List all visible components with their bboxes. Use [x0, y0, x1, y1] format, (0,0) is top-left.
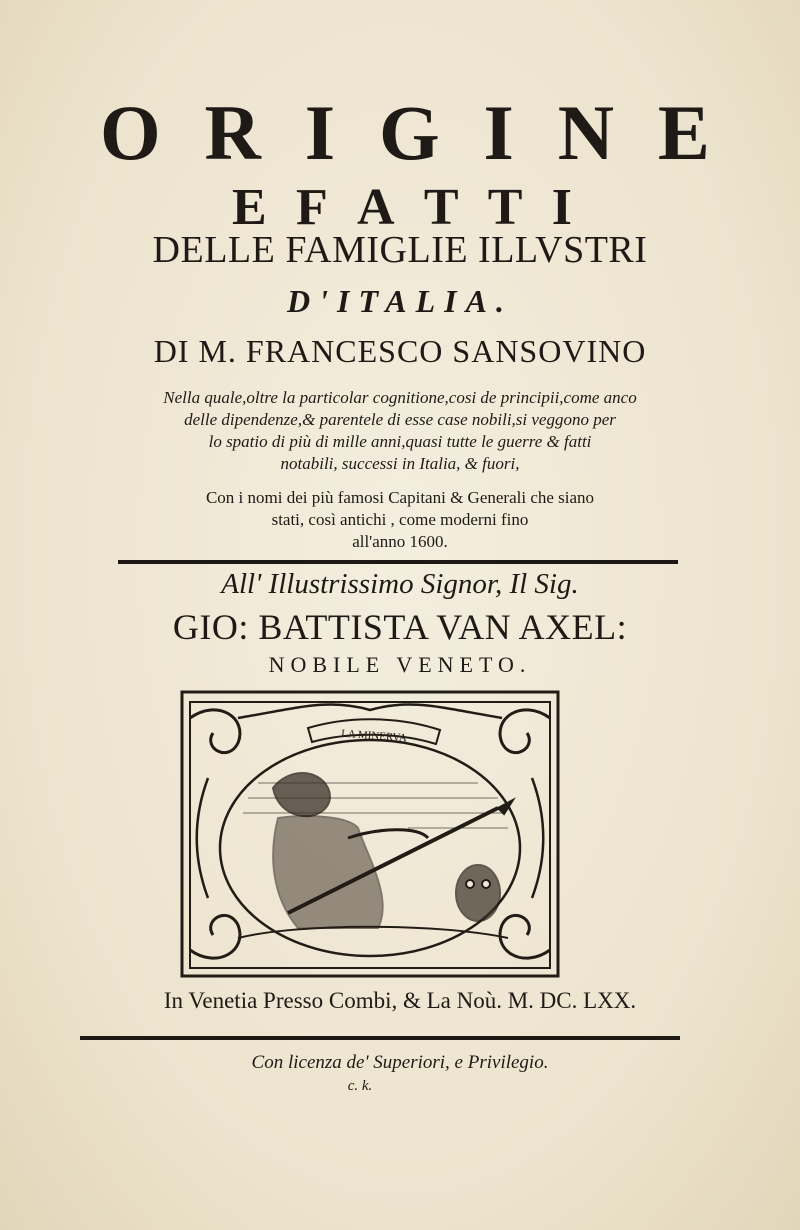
- emblem-banner-text: LA MINERVA: [340, 727, 408, 745]
- title-letter: E: [657, 89, 710, 176]
- divider-rule: [80, 1036, 680, 1040]
- description-line: delle dipendenze,& parentele di esse case nobili,si veggono per: [184, 410, 616, 429]
- names-note-line: all'anno 1600.: [352, 532, 448, 551]
- title-letter: O: [100, 89, 161, 176]
- signature-mark: c. k.: [347, 1078, 373, 1094]
- title-letter: A: [356, 179, 395, 236]
- title-letter: R: [204, 89, 261, 176]
- title-letter: E: [232, 179, 267, 236]
- minerva-emblem: [178, 688, 562, 980]
- book-title-families: DELLE FAMIGLIE ILLVSTRI: [152, 229, 648, 271]
- patron-name: GIO: BATTISTA VAN AXEL:: [172, 607, 628, 647]
- author-line: DI M. FRANCESCO SANSOVINO: [153, 333, 647, 369]
- imprint-line: In Venetia Presso Combi, & La Noù. M. DC. LXX.: [163, 988, 637, 1013]
- dedication-line: All' Illustrissimo Signor, Il Sig.: [221, 568, 579, 600]
- title-letter: I: [551, 179, 572, 236]
- title-letter: T: [487, 179, 523, 236]
- licence-line: Con licenza de' Superiori, e Privilegio.: [251, 1052, 549, 1073]
- title-letter: T: [423, 179, 459, 236]
- description-line: notabili, successi in Italia, & fuori,: [280, 454, 520, 473]
- description-line: lo spatio di più di mille anni,quasi tutte le guerre & fatti: [208, 432, 592, 451]
- names-note-line: Con i nomi dei più famosi Capitani & Generali che siano: [205, 488, 595, 507]
- title-letter: I: [483, 89, 514, 176]
- description-line: Nella quale,oltre la particolar cognitione,cosi de principii,come anco: [163, 388, 637, 407]
- patron-rank: NOBILE VENETO.: [268, 652, 532, 677]
- title-letter: I: [304, 89, 336, 176]
- title-letter: N: [557, 89, 615, 176]
- divider-rule: [118, 560, 678, 564]
- book-title-main: [100, 88, 710, 178]
- title-letter: G: [378, 89, 440, 176]
- title-letter: F: [295, 179, 328, 236]
- names-note-line: stati, così antichi , come moderni fino: [271, 510, 529, 529]
- book-title-country: D'ITALIA.: [287, 283, 513, 319]
